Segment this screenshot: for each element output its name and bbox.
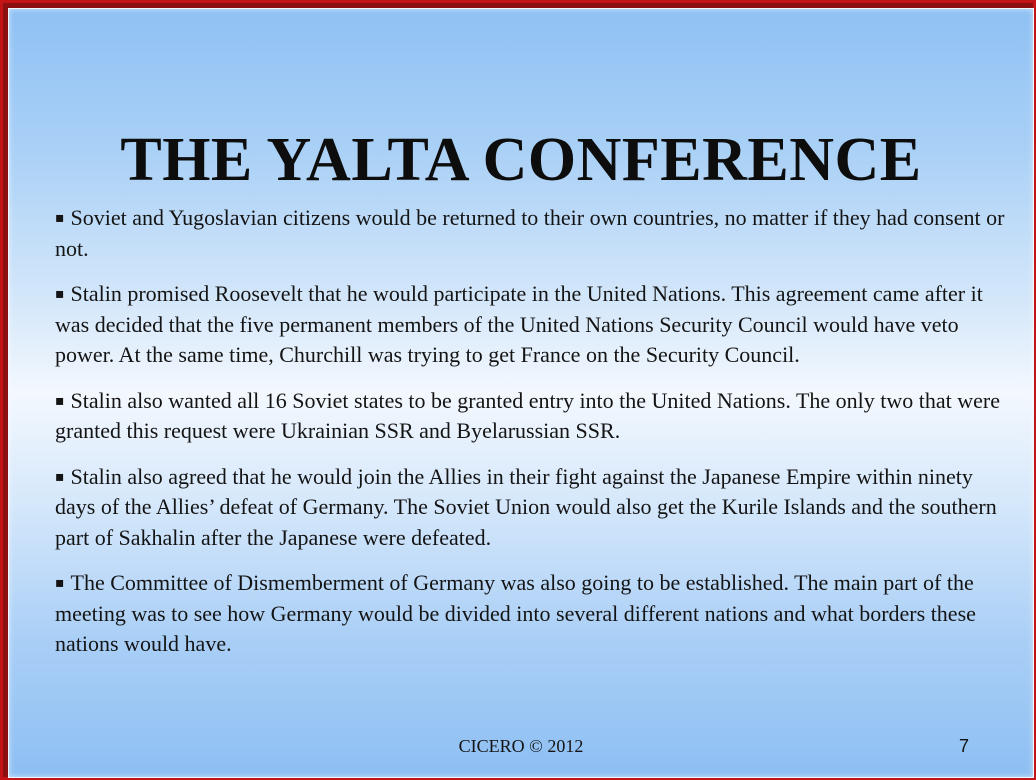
bullet-item xyxy=(55,203,1005,264)
bullet-text: Stalin promised Roosevelt that he would participate in the United Nations. This agreement came after it was decided that the five permanent members of the United Nations Security Council would have veto power. At the same time, Churchill was trying to get France on the Security Council. xyxy=(55,281,983,367)
page-number: 7 xyxy=(958,736,969,756)
slide-title: THE YALTA CONFERENCE xyxy=(120,126,922,194)
bullet-text: Stalin also agreed that he would join the Allies in their fight against the Japanese Empire within ninety days of the Allies’ defeat of Germany. The Soviet Union would also get the Kurile Islands and the southern part of Sakhalin after the Japanese were defeated. xyxy=(55,463,997,550)
bullet-icon: ▪ xyxy=(55,468,65,485)
bullet-text: The Committee of Dismemberment of Germany was also going to be established. The main part of the meeting was to see how Germany would be divided into several different nations and what borders these nations would have. xyxy=(55,570,976,656)
bullet-icon: ▪ xyxy=(55,575,65,591)
bullet-item xyxy=(55,279,1005,371)
bullet-list xyxy=(55,203,1005,675)
bullet-text: Soviet and Yugoslavian citizens would be returned to their own countries, no matter if they had consent or not. xyxy=(55,205,1005,261)
slide xyxy=(8,8,1034,778)
bullet-item xyxy=(55,386,1005,447)
bullet-icon: ▪ xyxy=(55,392,65,409)
bullet-item xyxy=(55,568,1005,660)
bullet-icon: ▪ xyxy=(55,286,65,302)
bullet-item xyxy=(55,462,1005,554)
slide-footer: CICERO © 2012 xyxy=(458,736,584,756)
bullet-text: Stalin also wanted all 16 Soviet states to be granted entry into the United Nations. The only two that were granted this request were Ukrainian SSR and Byelarussian SSR. xyxy=(55,387,1001,443)
bullet-icon: ▪ xyxy=(55,210,65,226)
